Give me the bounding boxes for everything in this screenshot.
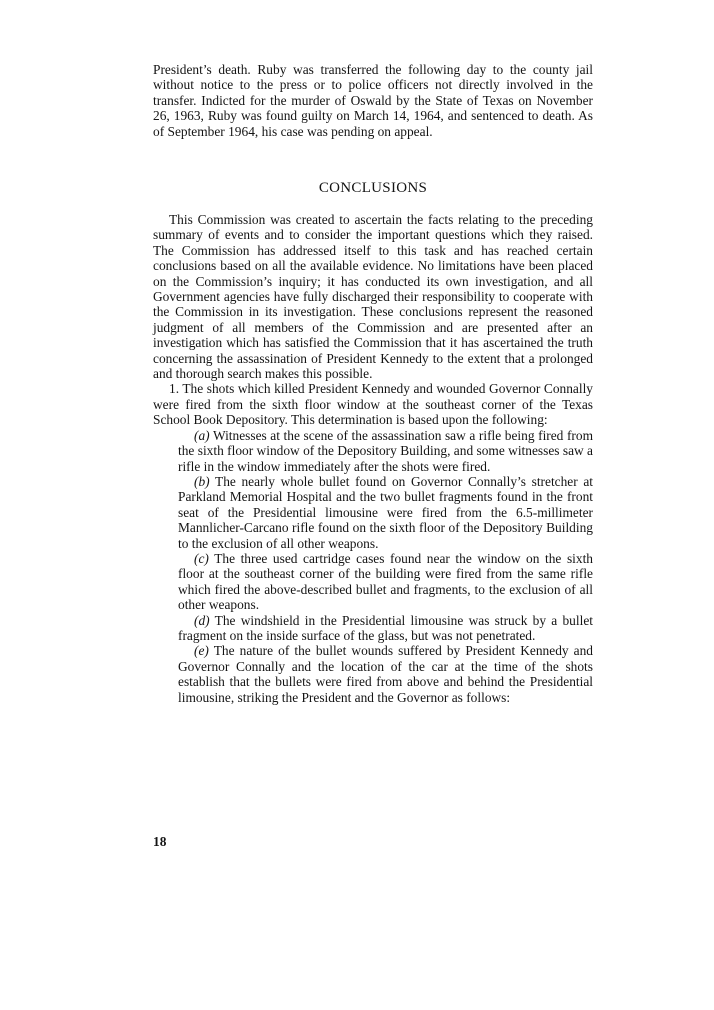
- evidence-item-text: The three used cartridge cases found near the window on the sixth floor at the southeast corner of the building were fired from the same rifle which fired the above-described bullet and fragments, to the exclusion of all other weapons.: [178, 550, 593, 613]
- page-number: 18: [153, 834, 167, 849]
- evidence-item-text: The nearly whole bullet found on Governor Connally’s stretcher at Parkland Memorial Hospital and the two bullet fragments found in the front seat of the Presidential limousine were fired from the 6.5-millimeter Mannlicher-Carcano rifle found on the sixth floor of the Depository Building to the exclusion of all other weapons.: [178, 473, 594, 551]
- evidence-item-text: The windshield in the Presidential limousine was struck by a bullet fragment on the inside surface of the glass, but was not penetrated.: [178, 612, 593, 643]
- conclusions-intro: This Commission was created to ascertain the facts relating to the preceding summary of events and to consider the important questions which they raised. The Commission has addressed itself to this task and has reached certain conclusions based on all the available evidence. No limitations have been placed on the Commission’s inquiry; it has conducted its own investigation, and all Government agencies have fully discharged their responsibility to cooperate with the Commission in its investigation. These conclusions represent the reasoned judgment of all members of the Commission and are presented after an investigation which has satisfied the Commission that it has ascertained the truth concerning the assassination of President Kennedy to the extent that a prolonged and thorough search makes this possible.: [153, 212, 593, 382]
- evidence-item-text: The nature of the bullet wounds suffered by President Kennedy and Governor Connally and the location of the car at the time of the shots establish that the bullets were fired from above and behind the Presidential limousine, striking the President and the Governor as follows:: [178, 643, 593, 705]
- evidence-item-b: [178, 474, 593, 551]
- opening-paragraph: President’s death. Ruby was transferred the following day to the county jail without notice to the press or to police officers not directly involved in the transfer. Indicted for the murder of Oswald by the State of Texas on November 26, 1963, Ruby was found guilty on March 14, 1964, and sentenced to death. As of September 1964, his case was pending on appeal.: [153, 62, 593, 139]
- evidence-item-e: [178, 643, 593, 705]
- evidence-item-label: (d): [194, 612, 210, 628]
- evidence-item-c: [178, 551, 593, 613]
- evidence-item-d: [178, 613, 593, 644]
- evidence-item-label: (a): [194, 427, 210, 443]
- evidence-item-label: (c): [194, 550, 209, 566]
- evidence-item-text: Witnesses at the scene of the assassination saw a rifle being fired from the sixth floor window of the Depository Building, and some witnesses saw a rifle in the window immediately after the shots were fired.: [178, 427, 593, 474]
- evidence-item-label: (e): [194, 643, 209, 659]
- opening-paragraph-block: [153, 62, 593, 139]
- finding-1: 1. The shots which killed President Kennedy and wounded Governor Connally were fired from the sixth floor window at the southeast corner of the Texas School Book Depository. This determination is based upon the following:: [153, 381, 593, 428]
- evidence-item-a: [178, 428, 593, 474]
- section-heading: CONCLUSIONS: [318, 180, 428, 196]
- evidence-item-label: (b): [194, 473, 210, 489]
- conclusions-body: [153, 212, 593, 705]
